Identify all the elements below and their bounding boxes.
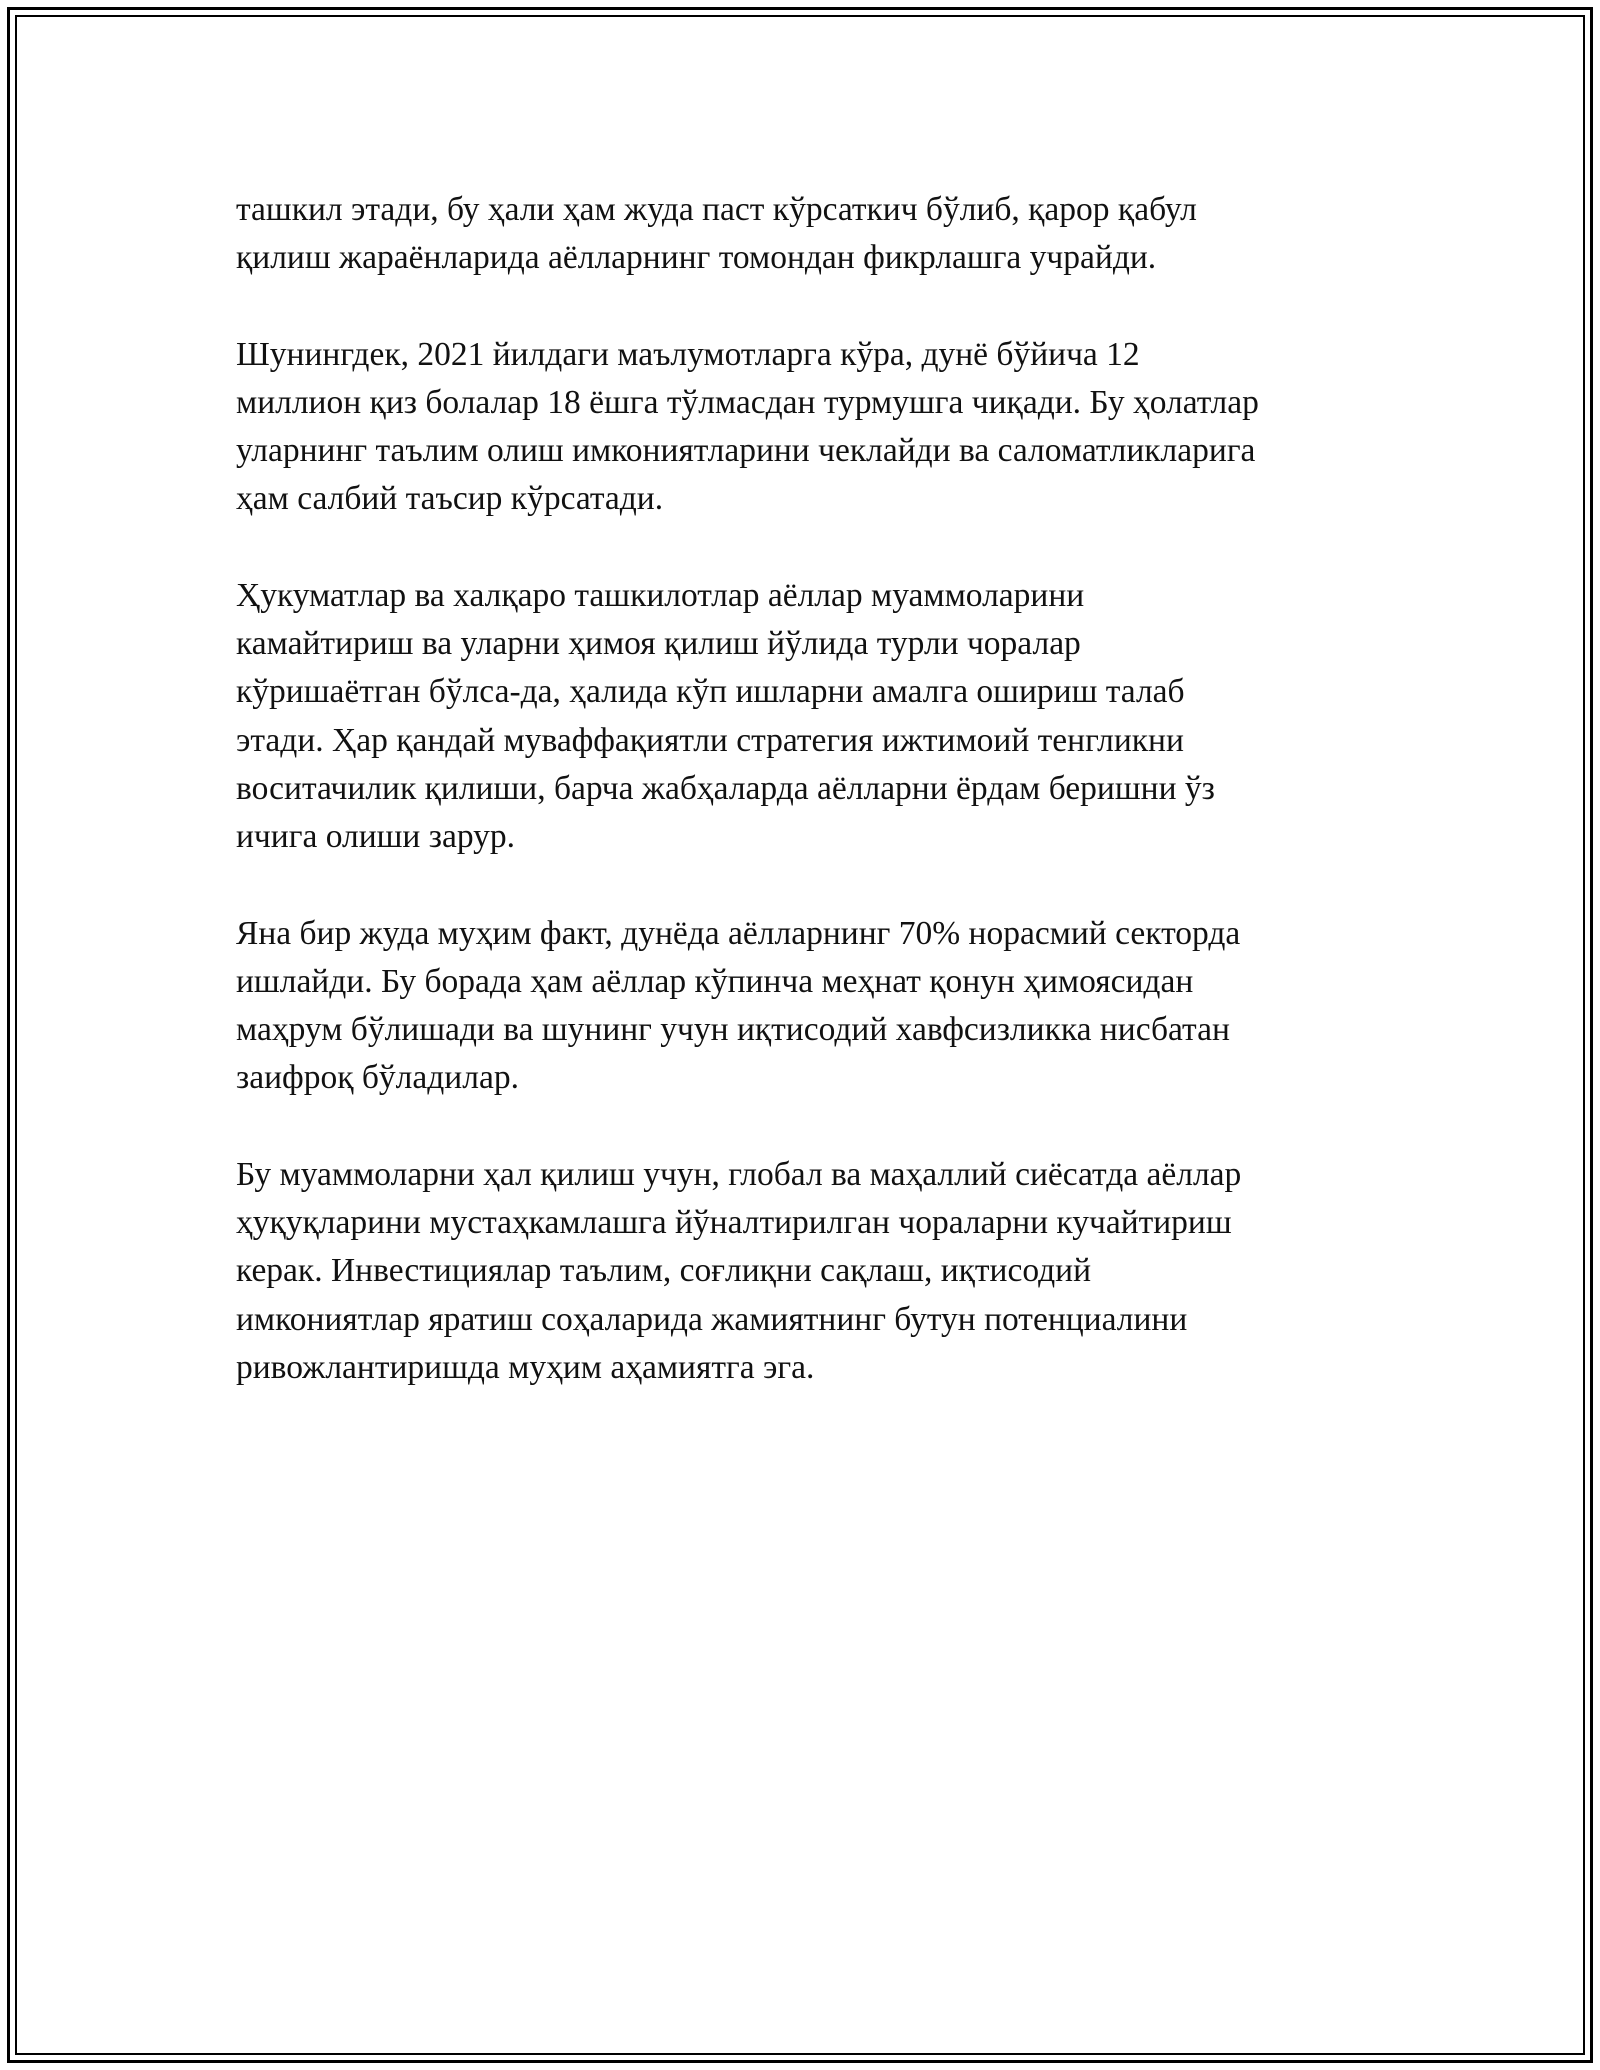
- paragraph-5: [236, 1151, 1366, 1392]
- text-line: Яна бир жуда муҳим факт, дунёда аёлларнинг 70% норасмий секторда: [236, 914, 1241, 952]
- paragraph-4: [236, 910, 1366, 1103]
- paragraph-1: [236, 186, 1366, 283]
- text-line: этади. Ҳар қандай муваффақиятли стратегия ижтимоий тенгликни: [236, 721, 1184, 759]
- text-line: камайтириш ва уларни ҳимоя қилиш йўлида турли чоралар: [236, 625, 1081, 663]
- text-line: қилиш жараёнларида аёлларнинг томондан фикрлашга учрайди.: [236, 239, 1157, 277]
- document-body: [236, 186, 1366, 1440]
- text-line: кўришаётган бўлса-да, ҳалида кўп ишларни амалга ошириш талаб: [236, 673, 1185, 711]
- text-line: Ҳукуматлар ва халқаро ташкилотлар аёллар муаммоларини: [236, 576, 1085, 614]
- text-line: ичига олиши зарур.: [236, 818, 516, 856]
- text-line: имкониятлар яратиш соҳаларида жамиятнинг бутун потенциалини: [236, 1300, 1188, 1338]
- text-line: керак. Инвестициялар таълим, соғлиқни сақлаш, иқтисодий: [236, 1252, 1092, 1290]
- text-line: ҳуқуқларини мустаҳкамлашга йўналтирилган чораларни кучайтириш: [236, 1204, 1232, 1242]
- text-line: миллион қиз болалар 18 ёшга тўлмасдан турмушга чиқади. Бу ҳолатлар: [236, 383, 1259, 421]
- text-line: ҳам салбий таъсир кўрсатади.: [236, 480, 664, 518]
- text-line: ташкил этади, бу ҳали ҳам жуда паст кўрсаткич бўлиб, қарор қабул: [236, 191, 1197, 228]
- text-line: уларнинг таълим олиш имкониятларини чеклайди ва саломатликларига: [236, 432, 1256, 470]
- text-line: Шунингдек, 2021 йилдаги маълумотларга кўра, дунё бўйича 12: [236, 335, 1140, 373]
- text-line: маҳрум бўлишади ва шунинг учун иқтисодий хавфсизликка нисбатан: [236, 1011, 1230, 1049]
- text-line: Бу муаммоларни ҳал қилиш учун, глобал ва маҳаллий сиёсатда аёллар: [236, 1155, 1242, 1193]
- paragraph-3: [236, 572, 1366, 862]
- text-line: ишлайди. Бу борада ҳам аёллар кўпинча меҳнат қонун ҳимоясидан: [236, 962, 1194, 1000]
- text-line: воситачилик қилиши, барча жабҳаларда аёлларни ёрдам беришни ўз: [236, 769, 1215, 807]
- paragraph-2: [236, 331, 1366, 524]
- text-line: заифроқ бўладилар.: [236, 1059, 519, 1097]
- text-line: ривожлантиришда муҳим аҳамиятга эга.: [236, 1348, 815, 1386]
